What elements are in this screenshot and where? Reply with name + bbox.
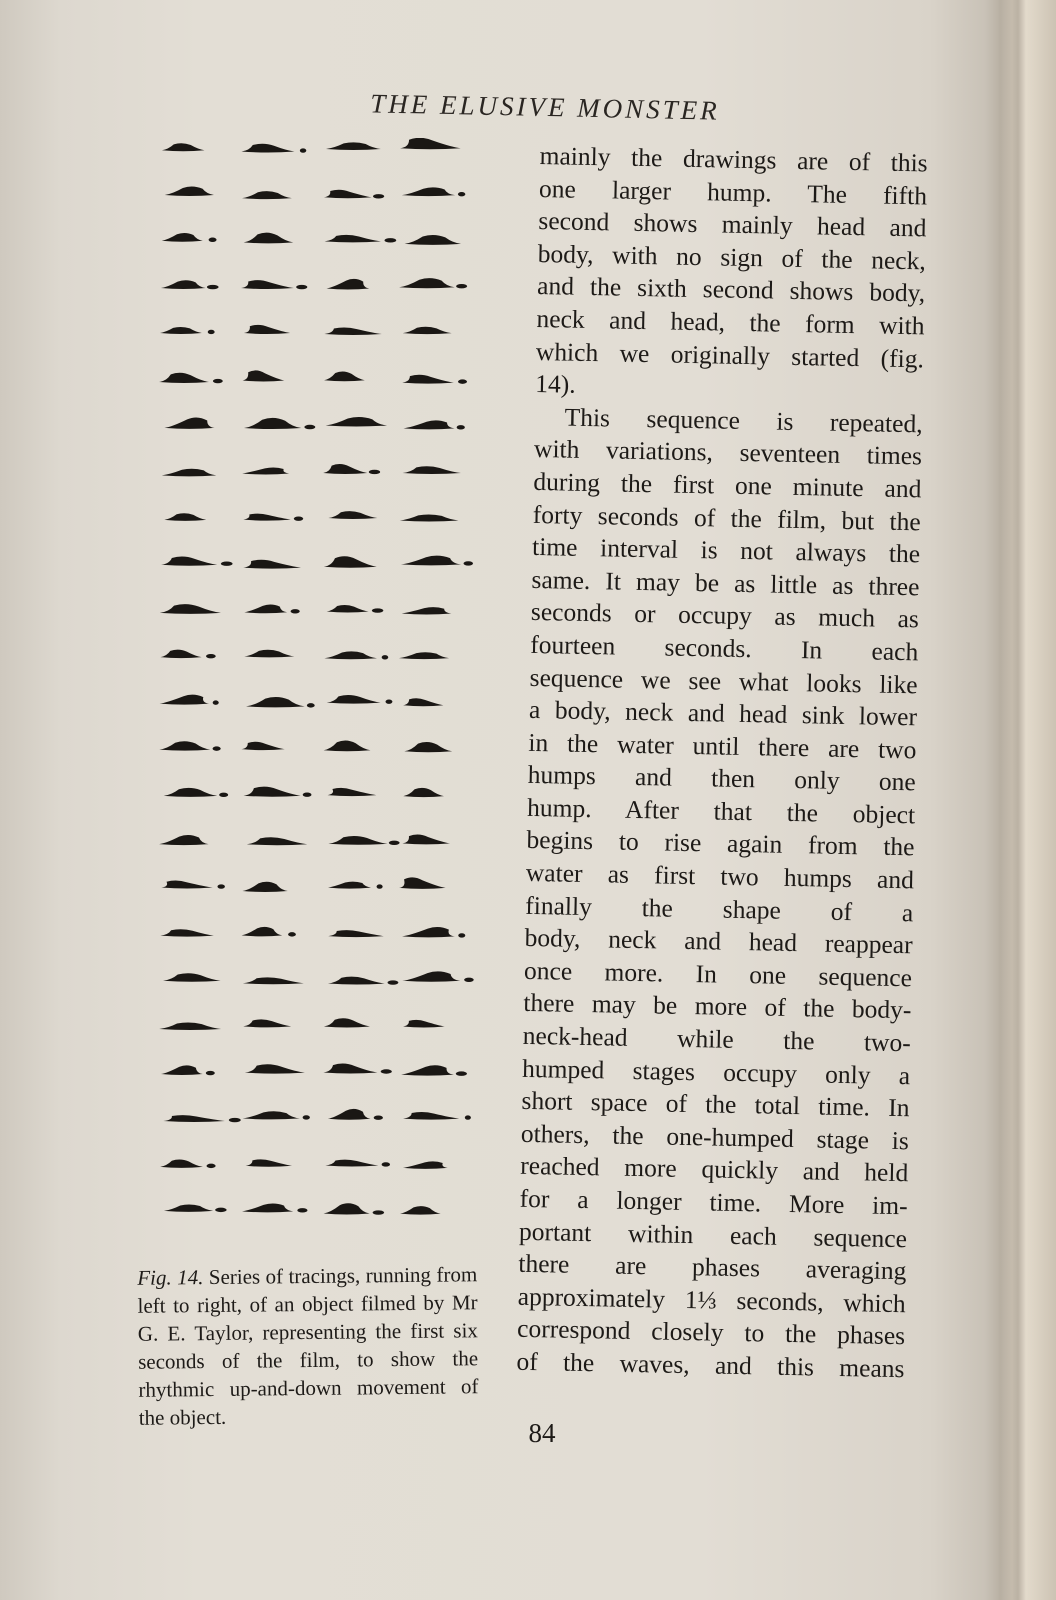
- hump-tracing-icon: [324, 372, 365, 382]
- hump-tracing-icon: [243, 560, 301, 569]
- hump-tracing-icon: [402, 927, 455, 937]
- hump-tracing-icon: [401, 556, 461, 566]
- hump-tracing-icon: [165, 186, 214, 195]
- text-line: during the first one minute and: [533, 466, 922, 504]
- tracing-dot-icon: [464, 561, 474, 565]
- tracing-dot-icon: [304, 425, 315, 429]
- hump-tracing-icon: [159, 835, 208, 845]
- hump-tracing-icon: [163, 973, 221, 981]
- tracing-dot-icon: [386, 699, 393, 703]
- tracing-dot-icon: [373, 194, 384, 198]
- hump-tracing-icon: [403, 1161, 448, 1169]
- hump-tracing-icon: [244, 233, 294, 244]
- hump-tracing-icon: [403, 788, 444, 797]
- tracing-dot-icon: [457, 425, 465, 429]
- tracing-dot-icon: [303, 1115, 310, 1119]
- text-line: with variations, seventeen times: [533, 434, 923, 471]
- tracing-dot-icon: [458, 933, 465, 937]
- hump-tracing-icon: [324, 1018, 370, 1027]
- hump-tracing-icon: [403, 466, 461, 474]
- text-line: humps and then only one: [527, 760, 917, 797]
- tracing-dot-icon: [387, 980, 398, 984]
- hump-tracing-icon: [159, 741, 210, 750]
- hump-tracing-icon: [325, 1160, 378, 1167]
- hump-tracing-icon: [242, 882, 287, 892]
- hump-tracing-icon: [400, 138, 461, 149]
- hump-tracing-icon: [403, 1112, 459, 1120]
- text-line: once more. In one sequence: [523, 955, 913, 993]
- figure-14-tracings: [150, 138, 480, 1248]
- hump-tracing-icon: [162, 469, 216, 477]
- text-line: second shows mainly head and: [538, 206, 927, 243]
- text-line: others, the one-humped stage is: [520, 1118, 910, 1156]
- hump-tracing-icon: [241, 742, 284, 750]
- hump-tracing-icon: [242, 1204, 293, 1213]
- text-line: of the waves, and this means: [516, 1346, 905, 1384]
- hump-tracing-icon: [242, 468, 289, 475]
- hump-tracing-icon: [243, 514, 290, 521]
- hump-tracing-icon: [241, 144, 294, 153]
- hump-tracing-icon: [327, 695, 381, 704]
- hump-tracing-icon: [244, 787, 301, 797]
- hump-tracing-icon: [324, 741, 371, 752]
- tracing-dot-icon: [217, 884, 224, 888]
- tracing-dot-icon: [377, 884, 383, 888]
- tracing-dot-icon: [456, 284, 467, 288]
- text-line: forty seconds of the film, but the: [532, 499, 922, 536]
- hump-tracing-icon: [403, 1020, 445, 1028]
- hump-tracing-icon: [244, 605, 287, 614]
- tracing-dot-icon: [465, 1115, 471, 1119]
- hump-tracing-icon: [160, 650, 201, 659]
- text-line: correspond closely to the phases: [516, 1314, 906, 1351]
- hump-tracing-icon: [328, 977, 385, 985]
- tracing-dot-icon: [213, 700, 219, 704]
- hump-tracing-icon: [400, 514, 459, 521]
- hump-tracing-icon: [164, 788, 218, 797]
- page-number: 84: [528, 1418, 556, 1448]
- hump-tracing-icon: [325, 235, 381, 243]
- hump-tracing-icon: [161, 280, 206, 289]
- hump-tracing-icon: [161, 1065, 203, 1075]
- text-line: which we originally started (fig.: [535, 336, 925, 373]
- hump-tracing-icon: [246, 1159, 292, 1166]
- hump-tracing-icon: [328, 930, 383, 937]
- tracing-dot-icon: [382, 655, 389, 659]
- hump-tracing-icon: [243, 370, 285, 381]
- text-line: a body, neck and head sink lower: [528, 694, 918, 732]
- hump-tracing-icon: [327, 605, 369, 613]
- hump-tracing-icon: [324, 1203, 370, 1214]
- hump-tracing-icon: [245, 1064, 305, 1073]
- tracing-dot-icon: [213, 379, 223, 383]
- text-line: same. It may be as little as three: [531, 564, 920, 602]
- hump-tracing-icon: [243, 1111, 300, 1119]
- text-line: 14).: [535, 369, 576, 399]
- tracing-dot-icon: [382, 1162, 390, 1166]
- text-line: in the water until there are two: [528, 727, 917, 765]
- tracing-grid: [150, 138, 480, 1248]
- hump-tracing-icon: [243, 977, 304, 984]
- hump-tracing-icon: [326, 142, 381, 150]
- tracing-dot-icon: [381, 1069, 392, 1073]
- text-line: water as first two humps and: [525, 857, 915, 895]
- hump-tracing-icon: [400, 1206, 441, 1214]
- hump-tracing-icon: [164, 1204, 213, 1211]
- hump-tracing-icon: [402, 971, 460, 981]
- hump-tracing-icon: [161, 557, 217, 566]
- hump-tracing-icon: [404, 742, 452, 752]
- hump-tracing-icon: [324, 327, 381, 335]
- tracing-dot-icon: [219, 793, 228, 797]
- text-line: portant within each sequence: [518, 1216, 908, 1253]
- text-line: body, neck and head reappear: [524, 923, 913, 960]
- hump-tracing-icon: [399, 652, 449, 659]
- running-head: THE ELUSIVE MONSTER: [369, 88, 721, 126]
- tracing-dot-icon: [207, 1164, 216, 1168]
- hump-tracing-icon: [159, 1023, 221, 1030]
- hump-tracing-icon: [328, 1109, 371, 1120]
- text-line: reached more quickly and held: [520, 1151, 909, 1188]
- tracing-dot-icon: [464, 978, 474, 982]
- hump-tracing-icon: [242, 191, 292, 199]
- text-line: humped stages occupy only a: [521, 1053, 911, 1090]
- tracing-dot-icon: [215, 1208, 227, 1212]
- hump-tracing-icon: [402, 187, 455, 196]
- tracing-dot-icon: [294, 516, 303, 520]
- page-edge-shadow: [998, 0, 1056, 1600]
- text-line: fourteen seconds. In each: [530, 629, 919, 667]
- tracing-dot-icon: [208, 330, 215, 334]
- hump-tracing-icon: [323, 464, 367, 474]
- tracing-dot-icon: [229, 1118, 241, 1122]
- hump-tracing-icon: [160, 1160, 203, 1168]
- hump-tracing-icon: [399, 278, 455, 288]
- tracing-dot-icon: [297, 1208, 307, 1212]
- tracing-dot-icon: [300, 148, 306, 152]
- text-line: This sequence is repeated,: [564, 402, 923, 439]
- tracing-dot-icon: [206, 654, 216, 658]
- tracing-dot-icon: [206, 1071, 215, 1075]
- hump-tracing-icon: [403, 698, 443, 706]
- text-line: for a longer time. More im-: [519, 1183, 908, 1221]
- tracing-dot-icon: [369, 470, 380, 474]
- hump-tracing-icon: [160, 695, 210, 705]
- hump-tracing-icon: [163, 1115, 225, 1122]
- hump-tracing-icon: [241, 280, 294, 289]
- hump-tracing-icon: [160, 929, 213, 936]
- text-line: begins to rise again from the: [526, 825, 915, 862]
- figure-label: Fig. 14.: [137, 1265, 204, 1290]
- hump-tracing-icon: [244, 325, 290, 334]
- text-line: neck and head, the form with: [536, 303, 925, 341]
- hump-tracing-icon: [159, 373, 209, 383]
- tracing-dot-icon: [209, 238, 217, 242]
- tracing-dot-icon: [458, 192, 465, 196]
- hump-tracing-icon: [243, 1019, 291, 1027]
- hump-tracing-icon: [160, 604, 221, 614]
- figure-caption: [137, 1260, 479, 1432]
- tracing-dot-icon: [456, 1071, 467, 1075]
- hump-tracing-icon: [399, 877, 445, 889]
- hump-tracing-icon: [328, 836, 387, 845]
- text-line: sequence we see what looks like: [529, 662, 918, 699]
- tracing-dot-icon: [221, 562, 233, 566]
- hump-tracing-icon: [327, 279, 370, 290]
- hump-tracing-icon: [405, 235, 461, 245]
- hump-tracing-icon: [324, 190, 372, 199]
- text-line: neck-head while the two-: [522, 1020, 912, 1058]
- hump-tracing-icon: [162, 233, 203, 242]
- hump-tracing-icon: [160, 327, 202, 334]
- hump-tracing-icon: [401, 1065, 454, 1075]
- text-line: and the sixth second shows body,: [536, 271, 926, 308]
- hump-tracing-icon: [328, 882, 371, 889]
- text-line: one larger hump. The fifth: [538, 173, 928, 211]
- tracing-dot-icon: [458, 379, 467, 383]
- text-line: time interval is not always the: [531, 532, 921, 569]
- tracing-dot-icon: [372, 608, 384, 612]
- text-line: seconds or occupy as much as: [530, 597, 920, 634]
- text-line: finally the shape of a: [525, 890, 914, 927]
- text-line: there may be more of the body-: [523, 988, 912, 1025]
- text-line: mainly the drawings are of this: [539, 140, 928, 178]
- tracing-dot-icon: [207, 285, 219, 289]
- tracing-dot-icon: [288, 932, 296, 936]
- hump-tracing-icon: [324, 556, 377, 567]
- text-line: approximately 1⅓ seconds, which: [517, 1281, 907, 1319]
- hump-tracing-icon: [242, 927, 283, 937]
- hump-tracing-icon: [247, 837, 307, 845]
- hump-tracing-icon: [164, 418, 214, 429]
- hump-tracing-icon: [162, 143, 205, 151]
- tracing-dot-icon: [213, 746, 221, 750]
- hump-tracing-icon: [244, 650, 294, 658]
- hump-tracing-icon: [323, 1064, 377, 1074]
- tracing-dot-icon: [307, 703, 315, 707]
- hump-tracing-icon: [402, 375, 454, 384]
- text-line: hump. After that the object: [526, 792, 916, 830]
- hump-tracing-icon: [324, 651, 377, 659]
- hump-tracing-icon: [246, 697, 305, 707]
- hump-tracing-icon: [328, 511, 377, 519]
- tracing-dot-icon: [296, 285, 307, 289]
- hump-tracing-icon: [161, 881, 212, 889]
- text-line: short space of the total time. In: [521, 1086, 910, 1123]
- tracing-dot-icon: [384, 238, 396, 242]
- hump-tracing-icon: [404, 420, 455, 429]
- tracing-dot-icon: [303, 792, 312, 796]
- tracing-dot-icon: [389, 841, 400, 845]
- hump-tracing-icon: [244, 418, 301, 429]
- text-line: there are phases averaging: [518, 1248, 907, 1286]
- hump-tracing-icon: [403, 327, 452, 334]
- tracing-dot-icon: [291, 609, 300, 613]
- hump-tracing-icon: [328, 788, 377, 796]
- tracing-dot-icon: [373, 1210, 385, 1214]
- figure-caption-text: Series of tracings, running from left to right, of an object filmed by Mr G. E. Taylor, representing the first six seconds of the film, to show the rhythmic up-and-down movement of the object.: [137, 1262, 479, 1430]
- tracing-dot-icon: [374, 1116, 383, 1120]
- text-line: body, with no sign of the neck,: [537, 238, 927, 276]
- hump-tracing-icon: [164, 513, 206, 521]
- hump-tracing-icon: [402, 607, 452, 614]
- body-text-column: [516, 140, 928, 1386]
- hump-tracing-icon: [402, 835, 450, 845]
- hump-tracing-icon: [326, 417, 387, 426]
